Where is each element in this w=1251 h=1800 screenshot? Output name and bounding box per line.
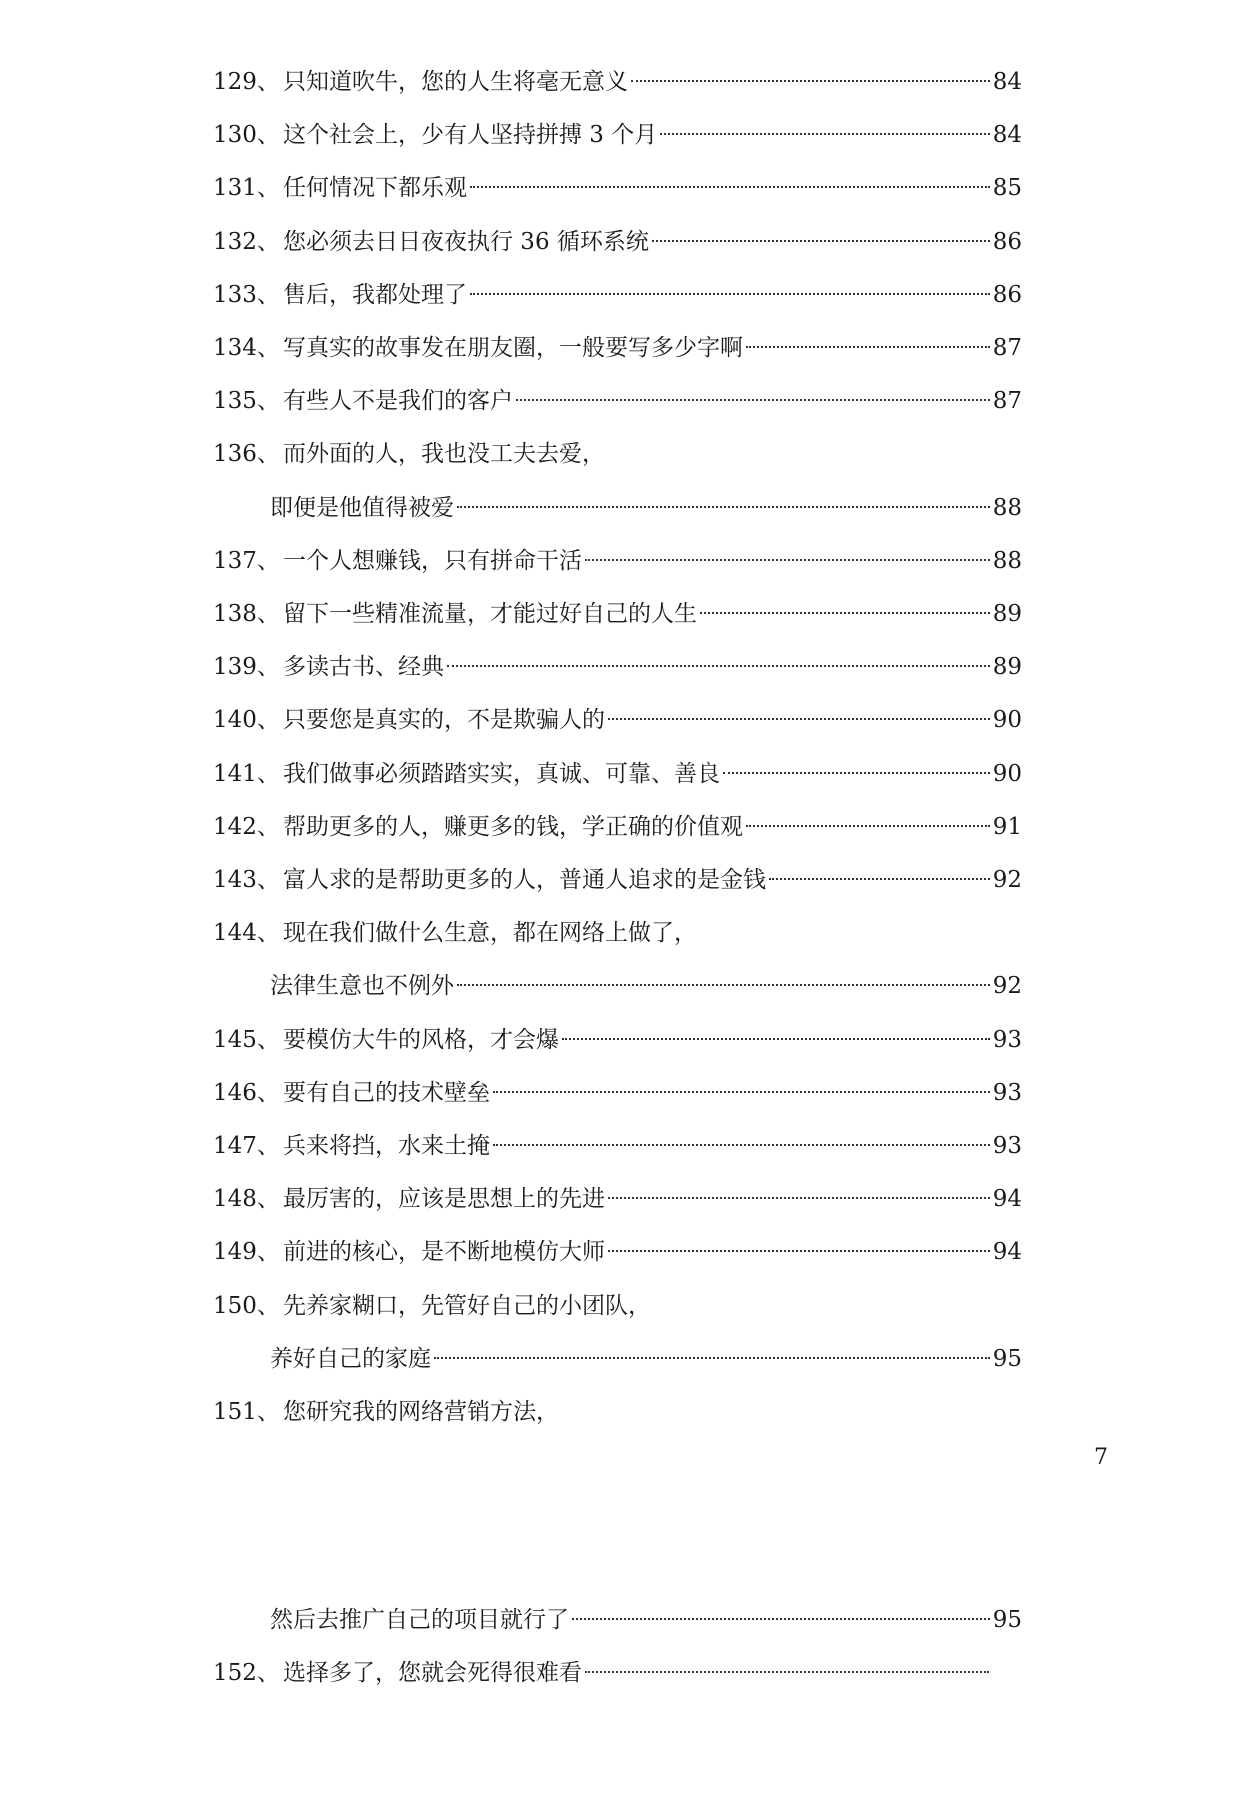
- toc-row: [0, 594, 1251, 634]
- dot-leader: [723, 772, 990, 774]
- toc-entry-title: 而外面的人，我也没工夫去爱，: [283, 441, 605, 468]
- toc-row: [0, 541, 1251, 581]
- dot-leader: [493, 1144, 990, 1146]
- dot-leader: [608, 1250, 990, 1252]
- toc-entry-page: 86: [992, 281, 1022, 308]
- toc-entry: [283, 434, 989, 474]
- toc-entry-page: 86: [992, 228, 1022, 255]
- dot-leader: [457, 984, 990, 986]
- dot-leader: [457, 506, 990, 508]
- toc-row: [0, 913, 1251, 953]
- dot-leader: [562, 1038, 990, 1040]
- toc-entry-title: 富人求的是帮助更多的人，普通人追求的是金钱: [283, 867, 766, 893]
- toc-entry: [283, 1126, 1022, 1166]
- dot-leader: [608, 718, 990, 720]
- toc-entry-title: 这个社会上，少有人坚持拼搏 3 个月: [283, 122, 658, 149]
- toc-row: [0, 168, 1251, 208]
- toc-entry-number: 141、: [213, 760, 280, 787]
- toc-entry-page: 92: [992, 973, 1022, 1000]
- toc-entry-page: 94: [992, 1186, 1022, 1213]
- dot-leader: [746, 825, 990, 827]
- toc-entry-page: 92: [992, 867, 1022, 893]
- toc-entry: [283, 1392, 989, 1432]
- toc-row: [0, 434, 1251, 474]
- toc-row: [0, 700, 1251, 740]
- toc-entry: [283, 328, 1022, 368]
- dot-leader: [652, 240, 990, 242]
- toc-entry-title: 选择多了，您就会死得很难看: [283, 1660, 582, 1687]
- toc-entry-number: 147、: [213, 1133, 280, 1159]
- dot-leader: [769, 878, 990, 880]
- toc-row: [0, 1020, 1251, 1060]
- toc-row: [0, 1126, 1251, 1166]
- toc-row: [0, 275, 1251, 315]
- toc-row: [0, 754, 1251, 794]
- toc-entry-title: 现在我们做什么生意，都在网络上做了，: [283, 920, 697, 947]
- dot-leader: [660, 133, 989, 135]
- toc-entry-page: 95: [992, 1607, 1022, 1633]
- toc-row: [0, 966, 1251, 1006]
- toc-entry-title: 写真实的故事发在朋友圈，一般要写多少字啊: [283, 335, 743, 361]
- toc-entry-title: 多读古书、经典: [283, 654, 444, 681]
- toc-row: [0, 1339, 1251, 1379]
- toc-entry: [283, 1232, 1022, 1272]
- toc-entry-page: 93: [992, 1133, 1022, 1159]
- toc-entry-title: 我们做事必须踏踏实实，真诚、可靠、善良: [283, 760, 720, 787]
- toc-entry-number: 152、: [213, 1660, 280, 1687]
- toc-entry-page: 84: [992, 122, 1022, 149]
- toc-entry-number: 135、: [213, 388, 280, 415]
- toc-entry-title: 帮助更多的人，赚更多的钱，学正确的价值观: [283, 813, 743, 840]
- toc-entry: [283, 860, 1022, 900]
- toc-entry-title: 先养家糊口，先管好自己的小团队，: [283, 1292, 651, 1319]
- toc-entry-page: 90: [992, 760, 1022, 787]
- toc-entry: [283, 1286, 989, 1326]
- toc-row: [0, 1600, 1251, 1640]
- toc-entry: [283, 913, 989, 953]
- toc-entry-number: 133、: [213, 281, 280, 308]
- toc-row: [0, 488, 1251, 528]
- toc-entry-number: 146、: [213, 1079, 280, 1106]
- toc-entry: [283, 381, 1022, 421]
- toc-entry: [270, 488, 1022, 528]
- toc-entry-title: 兵来将挡，水来土掩: [283, 1133, 490, 1159]
- toc-entry-title: 即便是他值得被爱: [270, 494, 454, 521]
- toc-entry: [283, 541, 1022, 581]
- toc-entry-page: 94: [992, 1239, 1022, 1266]
- toc-entry-page: 93: [992, 1079, 1022, 1106]
- toc-row: [0, 115, 1251, 155]
- dot-leader: [447, 665, 990, 667]
- toc-entry: [283, 1020, 1022, 1060]
- toc-entry: [283, 62, 1022, 102]
- toc-row: [0, 1179, 1251, 1219]
- dot-leader: [585, 559, 990, 561]
- toc-row: [0, 860, 1251, 900]
- toc-entry-page: 89: [992, 601, 1022, 627]
- dot-leader: [572, 1618, 990, 1620]
- dot-leader: [700, 612, 990, 614]
- toc-entry: [283, 1653, 989, 1693]
- toc-row: [0, 1392, 1251, 1432]
- toc-entry-title: 您必须去日日夜夜执行 36 循环系统: [283, 228, 649, 255]
- toc-entry-page: 85: [992, 175, 1022, 202]
- toc-entry-title: 要有自己的技术壁垒: [283, 1079, 490, 1106]
- toc-row: [0, 647, 1251, 687]
- toc-entry-page: 88: [992, 547, 1022, 574]
- toc-row: [0, 381, 1251, 421]
- toc-row: [0, 1653, 1251, 1693]
- toc-entry-title: 然后去推广自己的项目就行了: [270, 1607, 569, 1633]
- toc-entry-title: 前进的核心，是不断地模仿大师: [283, 1239, 605, 1266]
- toc-row: [0, 1232, 1251, 1272]
- dot-leader: [470, 186, 990, 188]
- toc-entry: [283, 700, 1022, 740]
- toc-entry-page: 87: [992, 335, 1022, 361]
- toc-entry-page: 88: [992, 494, 1022, 521]
- dot-leader: [746, 346, 990, 348]
- toc-entry: [283, 168, 1022, 208]
- toc-entry-number: 140、: [213, 707, 280, 734]
- toc-entry-number: 142、: [213, 813, 280, 840]
- toc-entry-title: 要模仿大牛的风格，才会爆: [283, 1026, 559, 1053]
- toc-entry-page: 89: [992, 654, 1022, 681]
- toc-entry-page: 90: [992, 707, 1022, 734]
- toc-entry-number: 148、: [213, 1186, 280, 1213]
- toc-entry: [283, 1073, 1022, 1113]
- toc-entry-page: 95: [992, 1345, 1022, 1372]
- toc-entry-number: 145、: [213, 1026, 280, 1053]
- toc-entry-title: 有些人不是我们的客户: [283, 388, 513, 415]
- toc-entry: [283, 1179, 1022, 1219]
- toc-entry: [283, 807, 1022, 847]
- toc-entry: [283, 275, 1022, 315]
- toc-entry: [270, 1600, 1022, 1640]
- toc-entry-title: 任何情况下都乐观: [283, 175, 467, 202]
- dot-leader: [608, 1197, 990, 1199]
- toc-entry-number: 143、: [213, 867, 280, 893]
- dot-leader: [516, 399, 990, 401]
- toc-entry: [283, 754, 1022, 794]
- toc-entry: [270, 966, 1022, 1006]
- toc-entry-number: 144、: [213, 920, 280, 947]
- dot-leader: [585, 1671, 989, 1673]
- toc-entry-title: 最厉害的，应该是思想上的先进: [283, 1186, 605, 1213]
- toc-row: [0, 807, 1251, 847]
- toc-entry-title: 只知道吹牛，您的人生将毫无意义: [283, 69, 628, 95]
- toc-entry-page: 91: [992, 813, 1022, 840]
- toc-entry-number: 136、: [213, 441, 280, 468]
- dot-leader: [631, 80, 990, 82]
- dot-leader: [493, 1091, 990, 1093]
- toc-row: [0, 1286, 1251, 1326]
- toc-entry: [283, 594, 1022, 634]
- toc-entry-page: 87: [992, 388, 1022, 415]
- toc-entry-number: 150、: [213, 1292, 280, 1319]
- toc-row: [0, 328, 1251, 368]
- toc-row: [0, 222, 1251, 262]
- toc-entry: [283, 115, 1022, 155]
- toc-entry-number: 132、: [213, 228, 280, 255]
- toc-entry: [283, 222, 1022, 262]
- toc-entry-title: 留下一些精准流量，才能过好自己的人生: [283, 601, 697, 627]
- toc-entry-number: 139、: [213, 654, 280, 681]
- toc-entry: [270, 1339, 1022, 1379]
- page-number: 7: [1094, 1445, 1108, 1470]
- toc-entry-number: 137、: [213, 547, 280, 574]
- toc-entry: [283, 647, 1022, 687]
- toc-entry-number: 131、: [213, 175, 280, 202]
- toc-entry-number: 129、: [213, 69, 280, 95]
- toc-entry-title: 售后，我都处理了: [283, 281, 467, 308]
- toc-entry-title: 您研究我的网络营销方法，: [283, 1399, 559, 1425]
- toc-entry-number: 134、: [213, 335, 280, 361]
- toc-entry-number: 138、: [213, 601, 280, 627]
- toc-row: [0, 62, 1251, 102]
- toc-entry-page: 93: [992, 1026, 1022, 1053]
- toc-entry-number: 151、: [213, 1399, 280, 1425]
- toc-entry-number: 149、: [213, 1239, 280, 1266]
- toc-entry-number: 130、: [213, 122, 280, 149]
- toc-entry-title: 法律生意也不例外: [270, 973, 454, 1000]
- toc-entry-title: 养好自己的家庭: [270, 1345, 431, 1372]
- toc-entry-title: 只要您是真实的，不是欺骗人的: [283, 707, 605, 734]
- toc-entry-title: 一个人想赚钱，只有拼命干活: [283, 547, 582, 574]
- dot-leader: [434, 1357, 990, 1359]
- dot-leader: [470, 293, 990, 295]
- toc-entry-page: 84: [992, 69, 1022, 95]
- toc-row: [0, 1073, 1251, 1113]
